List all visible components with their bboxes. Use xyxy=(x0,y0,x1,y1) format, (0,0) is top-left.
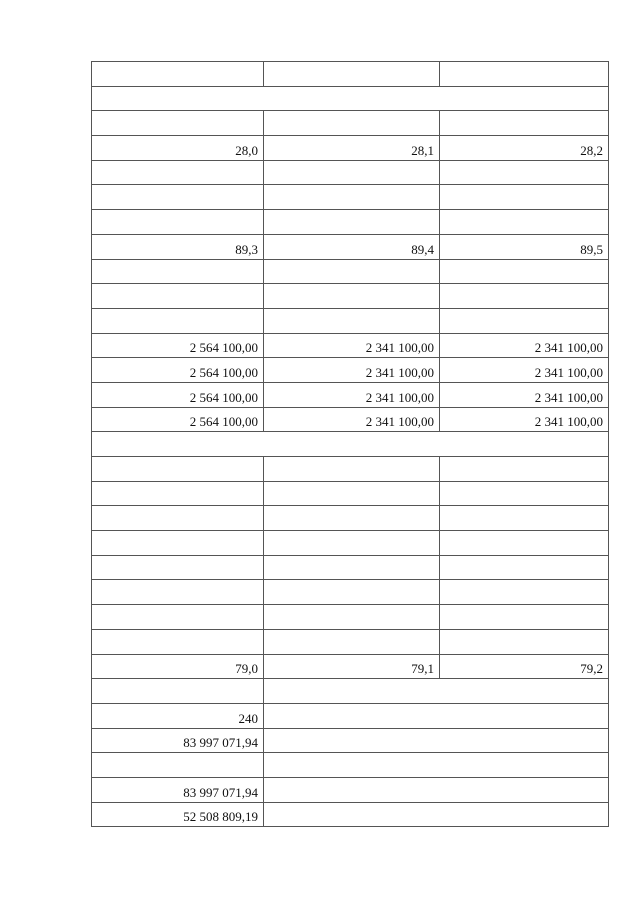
table-cell xyxy=(264,284,440,309)
table-cell xyxy=(92,506,264,531)
table-cell: 2 564 100,00 xyxy=(92,358,264,383)
table-row xyxy=(92,284,609,309)
table-cell xyxy=(264,777,609,802)
table-cell xyxy=(440,555,609,580)
table-cell xyxy=(264,679,609,704)
table-cell xyxy=(92,753,264,778)
table-cell xyxy=(440,111,609,136)
table-cell xyxy=(440,210,609,235)
table-row xyxy=(92,654,609,679)
table-cell xyxy=(440,259,609,284)
table-cell xyxy=(92,308,264,333)
table-row xyxy=(92,753,609,778)
table-cell xyxy=(264,605,440,630)
table-cell xyxy=(264,728,609,753)
table-cell: 83 997 071,94 xyxy=(92,728,264,753)
table-cell: 89,4 xyxy=(264,234,440,259)
table-row xyxy=(92,531,609,556)
table-cell xyxy=(92,62,264,87)
table-cell: 240 xyxy=(92,703,264,728)
table-row xyxy=(92,185,609,210)
table-cell: 2 341 100,00 xyxy=(264,358,440,383)
table-cell xyxy=(440,531,609,556)
table-cell xyxy=(92,111,264,136)
table-row xyxy=(92,111,609,136)
table-cell xyxy=(264,62,440,87)
table-cell xyxy=(440,185,609,210)
table-cell xyxy=(92,185,264,210)
table-cell: 52 508 809,19 xyxy=(92,802,264,827)
table-row xyxy=(92,457,609,482)
table-row xyxy=(92,728,609,753)
table-row xyxy=(92,777,609,802)
table-row xyxy=(92,580,609,605)
table-cell xyxy=(92,580,264,605)
table-cell: 2 564 100,00 xyxy=(92,333,264,358)
table-cell xyxy=(440,457,609,482)
table-cell xyxy=(92,679,264,704)
table-cell: 2 341 100,00 xyxy=(440,358,609,383)
table-cell xyxy=(440,160,609,185)
table-cell xyxy=(264,185,440,210)
table-cell xyxy=(92,555,264,580)
table-cell xyxy=(264,555,440,580)
table-cell: 2 564 100,00 xyxy=(92,407,264,432)
table-cell xyxy=(264,753,609,778)
table-row xyxy=(92,555,609,580)
table-cell: 2 564 100,00 xyxy=(92,382,264,407)
table-cell: 2 341 100,00 xyxy=(264,333,440,358)
table-body xyxy=(92,62,609,827)
table-cell: 2 341 100,00 xyxy=(440,333,609,358)
table-cell xyxy=(440,284,609,309)
table-row xyxy=(92,703,609,728)
table-row xyxy=(92,802,609,827)
table-row xyxy=(92,407,609,432)
table-cell: 79,2 xyxy=(440,654,609,679)
table-cell xyxy=(92,605,264,630)
table-row xyxy=(92,136,609,161)
table-cell xyxy=(264,210,440,235)
table-row xyxy=(92,605,609,630)
table-row xyxy=(92,308,609,333)
table-cell xyxy=(264,259,440,284)
section-row-cell xyxy=(92,86,609,111)
table-cell xyxy=(92,481,264,506)
table-row xyxy=(92,234,609,259)
table-cell: 89,5 xyxy=(440,234,609,259)
table-cell xyxy=(92,160,264,185)
table-cell xyxy=(440,308,609,333)
table-cell: 28,1 xyxy=(264,136,440,161)
table-row xyxy=(92,259,609,284)
table-cell xyxy=(440,629,609,654)
table-row xyxy=(92,358,609,383)
section-row-cell xyxy=(92,432,609,457)
table-cell xyxy=(264,308,440,333)
table-cell xyxy=(264,481,440,506)
table-cell xyxy=(264,531,440,556)
table-cell: 2 341 100,00 xyxy=(264,407,440,432)
table-cell: 2 341 100,00 xyxy=(440,382,609,407)
table-cell: 79,1 xyxy=(264,654,440,679)
table-cell: 89,3 xyxy=(92,234,264,259)
table-cell xyxy=(264,629,440,654)
table-cell xyxy=(264,802,609,827)
table-cell: 2 341 100,00 xyxy=(440,407,609,432)
table-cell xyxy=(92,210,264,235)
table-row xyxy=(92,629,609,654)
table-cell: 28,0 xyxy=(92,136,264,161)
table-cell xyxy=(264,160,440,185)
table-cell: 79,0 xyxy=(92,654,264,679)
table-cell: 28,2 xyxy=(440,136,609,161)
table-cell: 83 997 071,94 xyxy=(92,777,264,802)
table-row xyxy=(92,481,609,506)
table-cell xyxy=(440,580,609,605)
table-cell xyxy=(264,580,440,605)
table-cell xyxy=(92,259,264,284)
table-row xyxy=(92,210,609,235)
table-cell xyxy=(264,111,440,136)
table-cell xyxy=(264,457,440,482)
table-row xyxy=(92,382,609,407)
table-cell xyxy=(264,703,609,728)
table-row xyxy=(92,86,609,111)
table-cell xyxy=(440,506,609,531)
table-row xyxy=(92,432,609,457)
table-cell xyxy=(92,457,264,482)
table-row xyxy=(92,333,609,358)
table-row xyxy=(92,679,609,704)
table-cell xyxy=(440,605,609,630)
table-cell xyxy=(92,629,264,654)
table-cell xyxy=(92,531,264,556)
table-row xyxy=(92,160,609,185)
table-cell: 2 341 100,00 xyxy=(264,382,440,407)
data-table xyxy=(91,61,609,827)
table-row xyxy=(92,506,609,531)
table-cell xyxy=(440,62,609,87)
table-cell xyxy=(264,506,440,531)
table-cell xyxy=(92,284,264,309)
table-row xyxy=(92,62,609,87)
table-cell xyxy=(440,481,609,506)
